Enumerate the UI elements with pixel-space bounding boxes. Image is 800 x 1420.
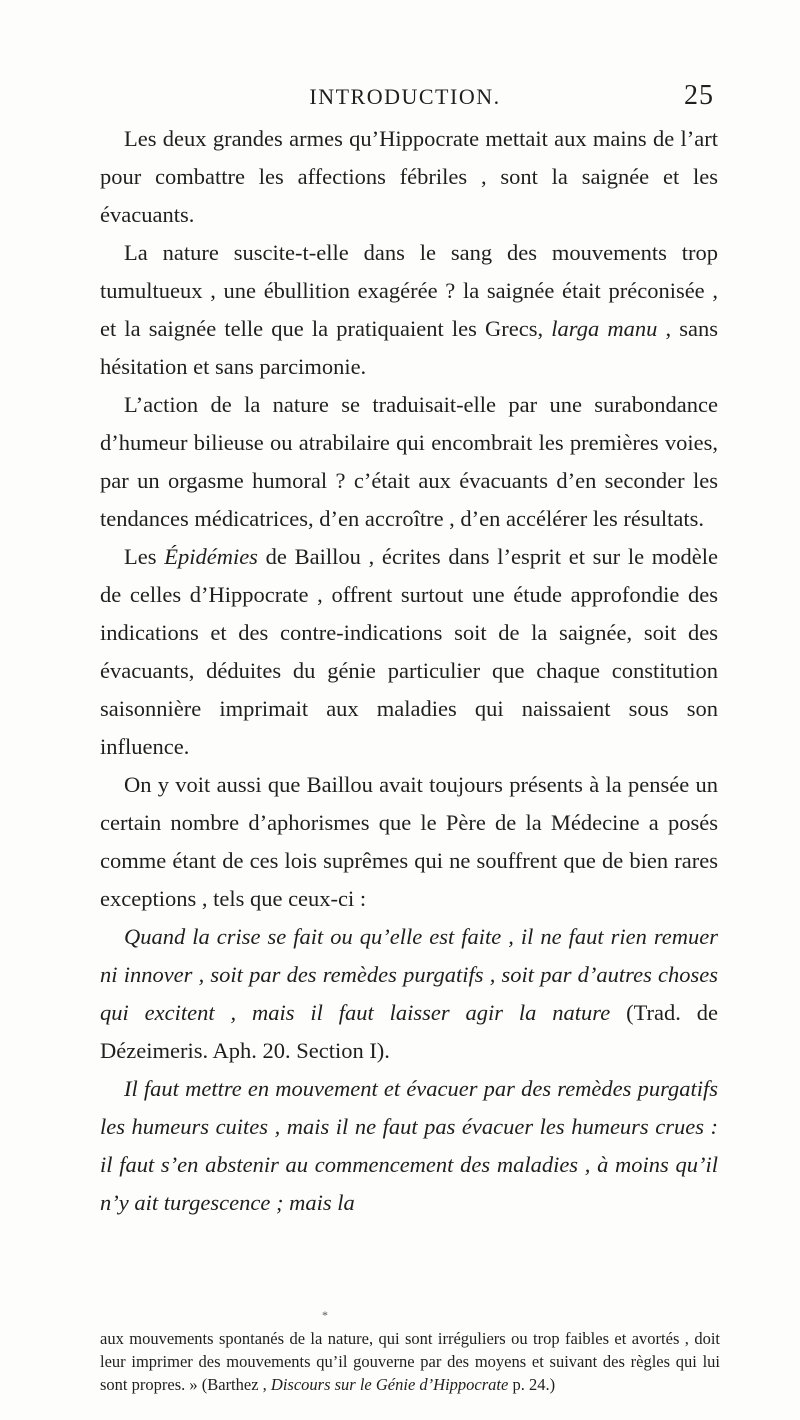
- paragraph-text: Les: [124, 544, 157, 569]
- latin-phrase: larga manu: [551, 316, 658, 341]
- running-title: INTRODUCTION.: [309, 84, 501, 109]
- footnote-text: aux mouvements spontanés de la nature, qui sont irréguliers ou trop faibles et avortés , doit leur imprimer des mouvements qu’il gouverne par des moyens et suivant des règles qui lui sont propres. » (Barthez ,: [100, 1329, 720, 1394]
- paragraph-text: Les deux grandes armes qu’Hippocrate mettait aux mains de l’art pour combattre les affections fébriles , sont la saignée et les évacuants.: [100, 126, 718, 227]
- paragraph-text: La nature suscite-t-elle dans le sang des mouvements trop tumultueux , une ébullition exagérée ? la saignée était préconisée , et la saignée telle que la pratiquaient les Grecs,: [100, 240, 718, 341]
- quoted-aphorism: Quand la crise se fait ou qu’elle est faite , il ne faut rien remuer ni innover , soit par des remèdes purgatifs , soit par d’autres choses qui excitent , mais il faut laisser agir la nature: [100, 924, 718, 1025]
- paragraph-2: [100, 234, 718, 386]
- main-text: [100, 120, 718, 1222]
- book-title: Épidémies: [164, 544, 258, 569]
- paragraph-1: [100, 120, 718, 234]
- aphorism-quote-2: [100, 1070, 718, 1222]
- paragraph-5: [100, 766, 718, 918]
- page-number: 25: [684, 80, 714, 111]
- aphorism-citation: (Trad. de Dézeimeris. Aph. 20. Section I).: [100, 1000, 719, 1063]
- footnote-page-ref: p. 24.): [512, 1375, 556, 1394]
- paragraph-text: L’action de la nature se traduisait-elle par une surabondance d’humeur bilieuse ou atrabilaire qui encombrait les premières voies, par un orgasme humoral ? c’était aux évacuants d’en seconder les tendances médicatrices, d’en accroître , d’en accélérer les résultats.: [100, 392, 718, 531]
- footnote-mark: *: [322, 1308, 328, 1322]
- quoted-aphorism: Il faut mettre en mouvement et évacuer par des remèdes purgatifs les humeurs cuites , mais il ne faut pas évacuer les humeurs crues : il faut s’en abstenir au commencement des maladies , à moins qu’il n’y ait turgescence ; mais la: [100, 1076, 718, 1215]
- running-header: [96, 80, 714, 116]
- paragraph-text: , sans hésitation et sans parcimonie.: [100, 316, 719, 379]
- footnote: [100, 1327, 720, 1396]
- aphorism-quote: [100, 918, 718, 1070]
- paragraph-text: On y voit aussi que Baillou avait toujours présents à la pensée un certain nombre d’aphorismes que le Père de la Médecine a posés comme étant de ces lois suprêmes qui ne souffrent que de bien rares exceptions , tels que ceux-ci :: [100, 772, 718, 911]
- footnote-source: Discours sur le Génie d’Hippocrate: [270, 1375, 509, 1394]
- paragraph-3: [100, 386, 718, 538]
- paragraph-4: [100, 538, 718, 766]
- paragraph-text: de Baillou , écrites dans l’esprit et sur le modèle de celles d’Hippocrate , offrent surtout une étude approfondie des indications et des contre-indications soit de la saignée, soit des évacuants, déduites du génie particulier que chaque constitution saisonnière imprimait aux maladies qui naissaient sous son influence.: [100, 544, 719, 759]
